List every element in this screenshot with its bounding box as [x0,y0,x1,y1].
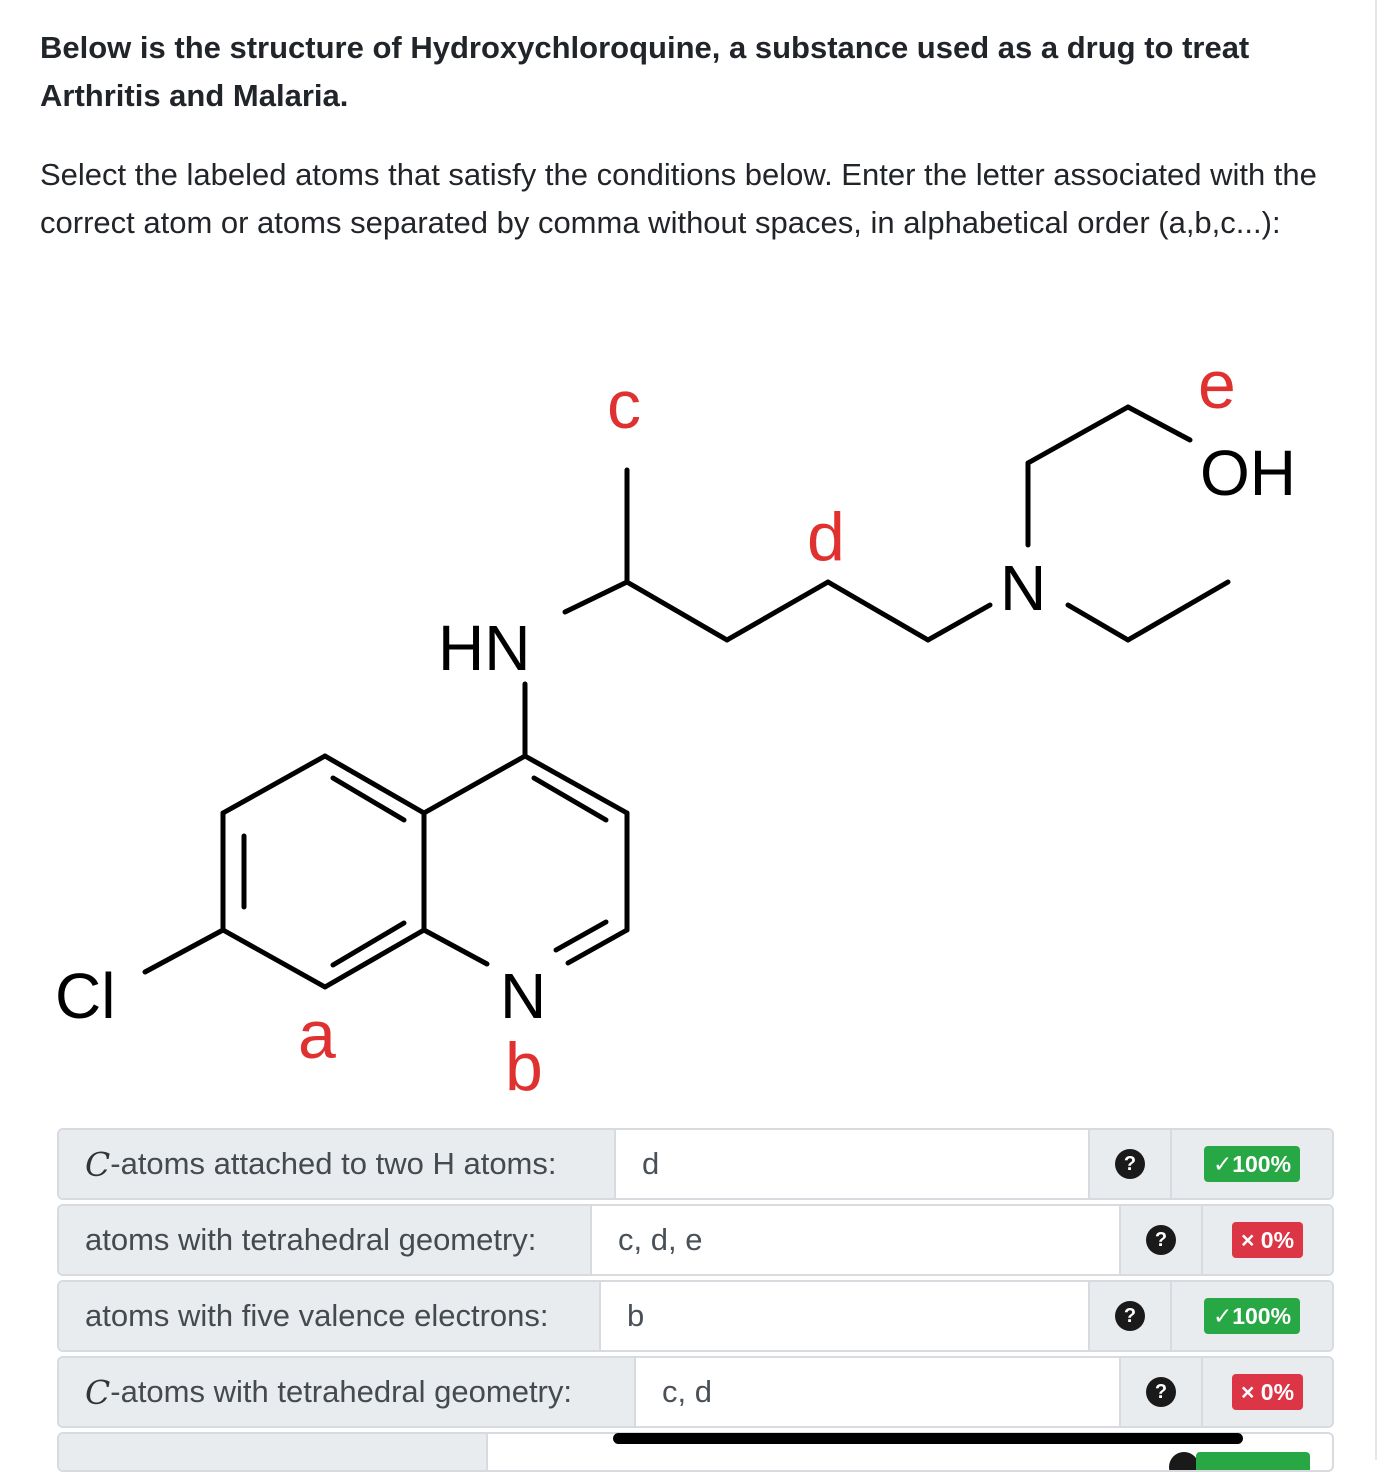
help-button[interactable] [1090,1282,1172,1350]
bond [333,778,404,820]
marker-b: b [505,1029,543,1105]
bond [333,923,404,965]
score-cell [1172,1130,1332,1198]
ring-nitrogen-label: N [500,960,547,1032]
question-mark-icon[interactable] [1169,1452,1199,1472]
help-button[interactable] [1121,1206,1203,1274]
variable-c: C [85,1144,111,1184]
row-label: atoms with tetrahedral geometry: [59,1206,592,1274]
question-mark-icon: ? [1115,1149,1145,1179]
hydroxyl-label: OH [1200,437,1296,509]
bond [568,930,627,963]
help-button[interactable] [1090,1130,1172,1198]
marker-d: d [807,499,845,575]
bond [1128,407,1190,440]
bond [534,778,606,820]
question-mark-icon: ? [1146,1377,1176,1407]
bond [627,582,727,640]
answer-input[interactable]: c, d, e [592,1206,1121,1274]
score-badge-incorrect: × 0% [1232,1222,1303,1258]
bond [1068,605,1128,640]
question-instructions: Select the labeled atoms that satisfy the conditions below. Enter the letter associated with the correct atom or atoms separated by comma without spaces, in alphabetical order (a,b,c...): [40,157,1317,240]
score-badge-incorrect: × 0% [1232,1374,1303,1410]
bond [424,930,487,964]
score-badge-correct [1196,1452,1310,1472]
row-label: atoms with five valence electrons: [59,1282,601,1350]
answer-input[interactable]: c, d [636,1358,1121,1426]
score-badge-correct: ✓100% [1204,1146,1300,1182]
answer-input[interactable]: d [616,1130,1090,1198]
bond [424,756,525,813]
score-badge-correct: ✓100% [1204,1298,1300,1334]
answer-row [57,1280,1334,1352]
hn-atom-label: HN [438,612,531,684]
score-cell [1172,1282,1332,1350]
bond [145,930,223,972]
bond [1028,407,1128,463]
marker-a: a [298,997,336,1073]
question-mark-icon: ? [1146,1225,1176,1255]
row-label: C -atoms with tetrahedral geometry: [59,1358,636,1426]
row-label: C -atoms attached to two H atoms: [59,1130,616,1198]
horizontal-scrollbar[interactable] [613,1433,1243,1444]
bond [727,582,828,640]
bond [1128,582,1228,640]
answer-row [57,1204,1334,1276]
bond [223,756,325,813]
answer-row [57,1128,1334,1200]
bond [565,582,627,612]
bond [223,930,325,987]
score-cell [1203,1358,1332,1426]
bond [928,605,990,640]
marker-e: e [1198,347,1236,423]
hydroxychloroquine-structure [0,340,1378,1130]
row-label [59,1434,488,1472]
score-cell [1203,1206,1332,1274]
amine-nitrogen-label: N [1000,552,1047,624]
answer-row [57,1356,1334,1428]
bond [828,582,928,640]
help-button[interactable] [1121,1358,1203,1426]
variable-c: C [85,1372,111,1412]
chlorine-atom-label: Cl [55,960,116,1032]
question-mark-icon: ? [1115,1301,1145,1331]
marker-c: c [607,367,641,443]
answer-input[interactable]: b [601,1282,1090,1350]
question-title: Below is the structure of Hydroxychloroquine, a substance used as a drug to treat Arthritis and Malaria. [40,30,1250,113]
